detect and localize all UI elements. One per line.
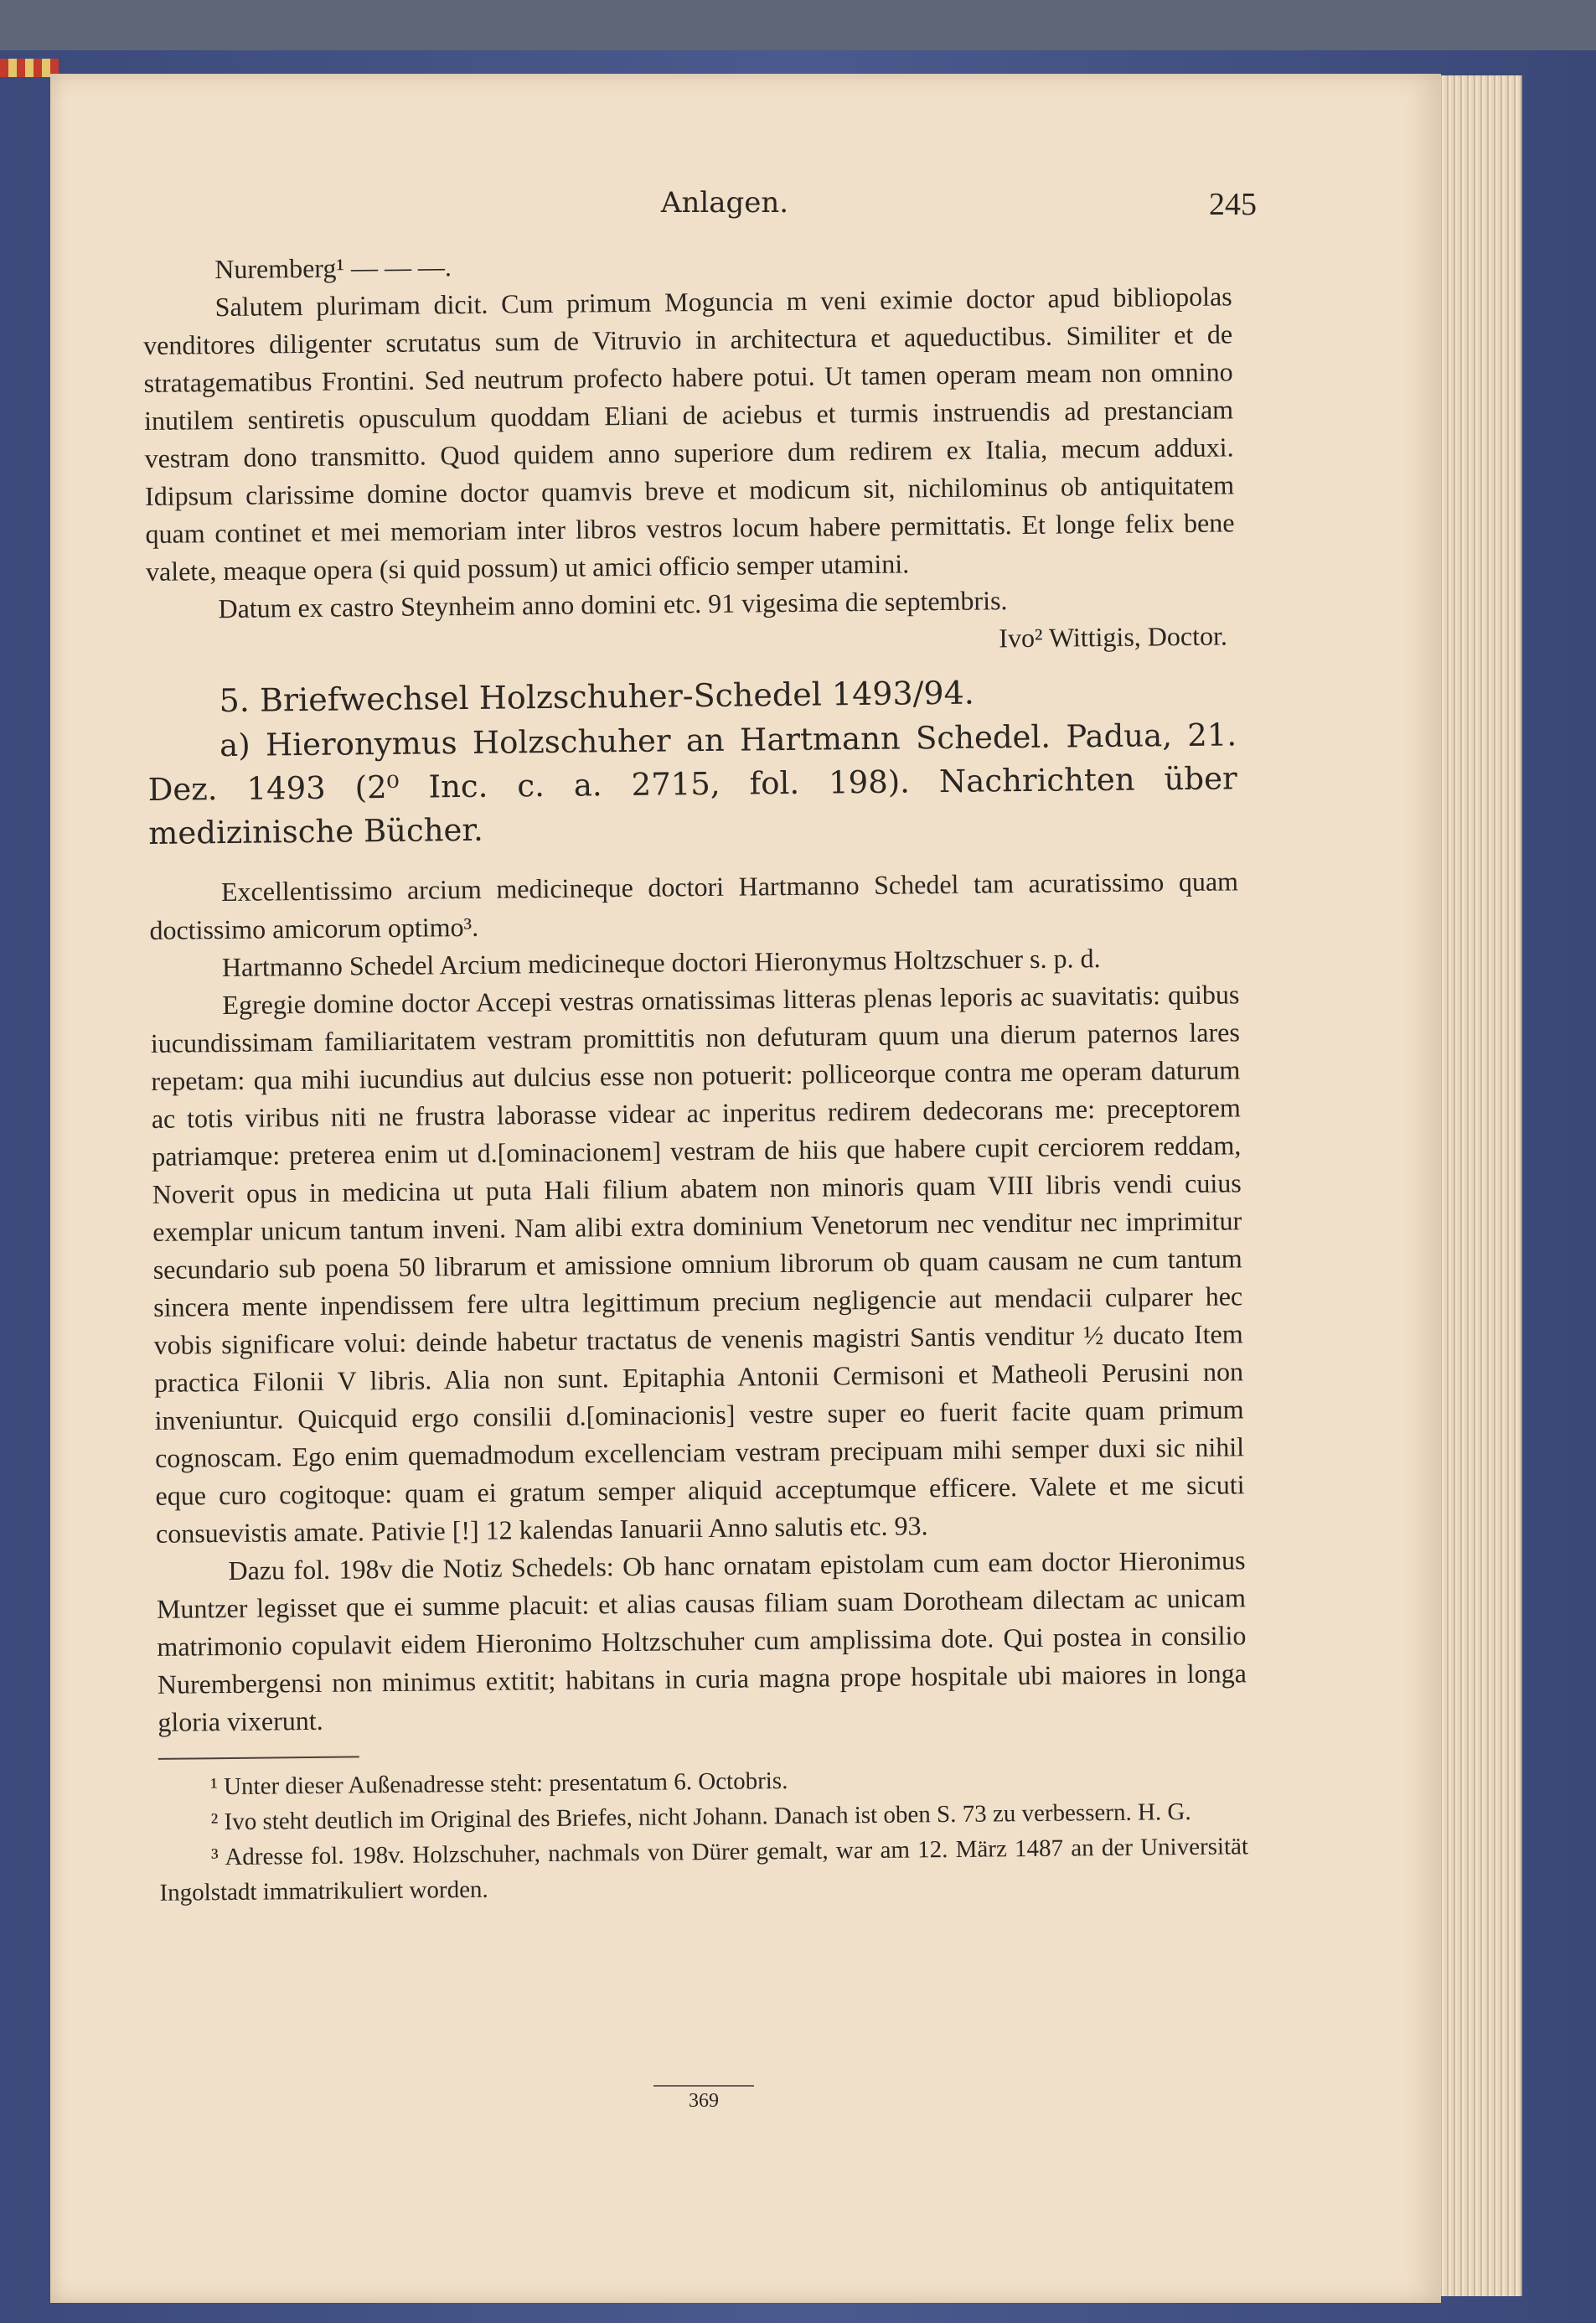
footnotes	[158, 1758, 1249, 1911]
letter2-address: Excellentissimo arcium medicineque doctori Hartmanno Schedel tam acuratissimo quam doctissimo amicorum optimo³.	[149, 866, 1239, 945]
letter2-note: Dazu fol. 198v die Notiz Schedels: Ob hanc ornatam epistolam cum eam doctor Hieronimus Muntzer legisset que ei summe placuit: et alias causas filiam suam Dorotheam dilectam ac unicam matrimonio copulavit eidem Hieronimo Holtzschuher cum amplissima dote. Qui postea in consilio Nurembergensi non minimus extitit; habitans in curia magna prope hospitale ubi maiores in longa gloria vixerunt.	[156, 1544, 1247, 1737]
running-head-title: Anlagen.	[660, 186, 789, 220]
footnote-1: ¹ Unter dieser Außenadresse steht: presentatum 6. Octobris.	[210, 1767, 788, 1801]
letter2-body: Egregie domine doctor Accepi vestras ornatissimas litteras plenas leporis ac suavitatis: quibus iucundissimam familiaritatem vestram promittitis non defuturam quum una dierum paternos lares repetam: qua mihi iucundius aut dulcius esse non potuerit: polliceorque contra me operam daturum ac totis viribus niti ne frustra laborasse videar ac inperitus redirem dedecorans me: preceptorem patriamque: preterea enim ut d.[ominacionem] vestram de hiis que habere cupit cerciorem reddam, Noverit opus in medicina ut puta Hali filium abatem non minoris quam VIII libris vendi cuius exemplar unicum tantum inveni. Nam alibi extra dominium Venetorum nec venditur nec imprimitur secundario sub poena 50 librarum et amissione omnium librorum ob quam causam ne cum tantum sincera mente inpendissem fere ultra legittimum precium negligencie aut mendacii culparer hec vobis significare volui: deinde habetur tractatus de venenis magistri Santis venditur ½ ducato Item practica Filonii V libris. Alia non sunt. Epitaphia Antonii Cermisoni et Matheoli Perusini non inveniuntur. Quicquid ergo consilii d.[ominacionis] vestre super eo fuerit facite quam primum cognoscam. Ego enim quemadmodum excellenciam vestram precipuam mihi semper duxi sic nihil eque curo cogitoque: quam ei gratum semper aliquid acceptumque efficere. Valete et me sicuti consuevistis amate. Pativie [!] 12 kalendas Ianuarii Anno salutis etc. 93.	[150, 979, 1245, 1549]
footnote-rule	[158, 1756, 359, 1760]
letter1-date: Datum ex castro Steynheim anno domini etc. 91 vigesima die septembris.	[218, 585, 1008, 624]
letter1-signature: Ivo² Wittigis, Doctor.	[999, 620, 1228, 654]
letter1-paragraph: Salutem plurimam dicit. Cum primum Moguncia m veni eximie doctor apud bibliopolas venditores diligenter scrutatus sum de Vitruvio in architectura et aqueductibus. Similiter et de stratagematibus Frontini. Sed neutrum profecto habere potui. Ut tamen operam meam non omnino inutilem sentiretis opusculum quoddam Eliani de aciebus et turmis instruendis ad prestanciam vestram dono transmitto. Quod quidem anno superiore dum redirem ex Italia, mecum adduxi. Idipsum clarissime domine doctor quamvis breve et modicum sit, nichilominus ob antiquitatem quam continet et mei memoriam inter libros vestros locum habere permittatis. Et longe felix bene valete, meaque opera (si quid possum) ut amici officio semper utamini.	[142, 281, 1235, 587]
running-head	[193, 186, 1257, 228]
footnote-2: ² Ivo steht deutlich im Original des Briefes, nicht Johann. Danach ist oben S. 73 zu verbessern. H. G.	[210, 1798, 1191, 1836]
section-heading: 5. Briefwechsel Holzschuher-Schedel 1493/94.	[219, 674, 975, 720]
folio-number: 369	[653, 2085, 754, 2113]
section-subheading: a) Hieronymus Holzschuher an Hartmann Schedel. Padua, 21. Dez. 1493 (2⁰ Inc. c. a. 2715, fol. 198). Nachrichten über medizinische Bücher.	[147, 717, 1237, 851]
body-text	[142, 240, 1249, 1911]
letter2-salutation: Hartmanno Schedel Arcium medicineque doctori Hieronymus Holtzschuer s. p. d.	[221, 943, 1101, 983]
letter1-addressee: Nuremberg¹ — — —.	[214, 251, 452, 285]
footnote-3: ³ Adresse fol. 198v. Holzschuher, nachmals von Dürer gemalt, war am 12. März 1487 an der Universität Ingolstadt immatrikuliert worden.	[159, 1833, 1249, 1907]
page-number: 245	[1209, 187, 1257, 222]
